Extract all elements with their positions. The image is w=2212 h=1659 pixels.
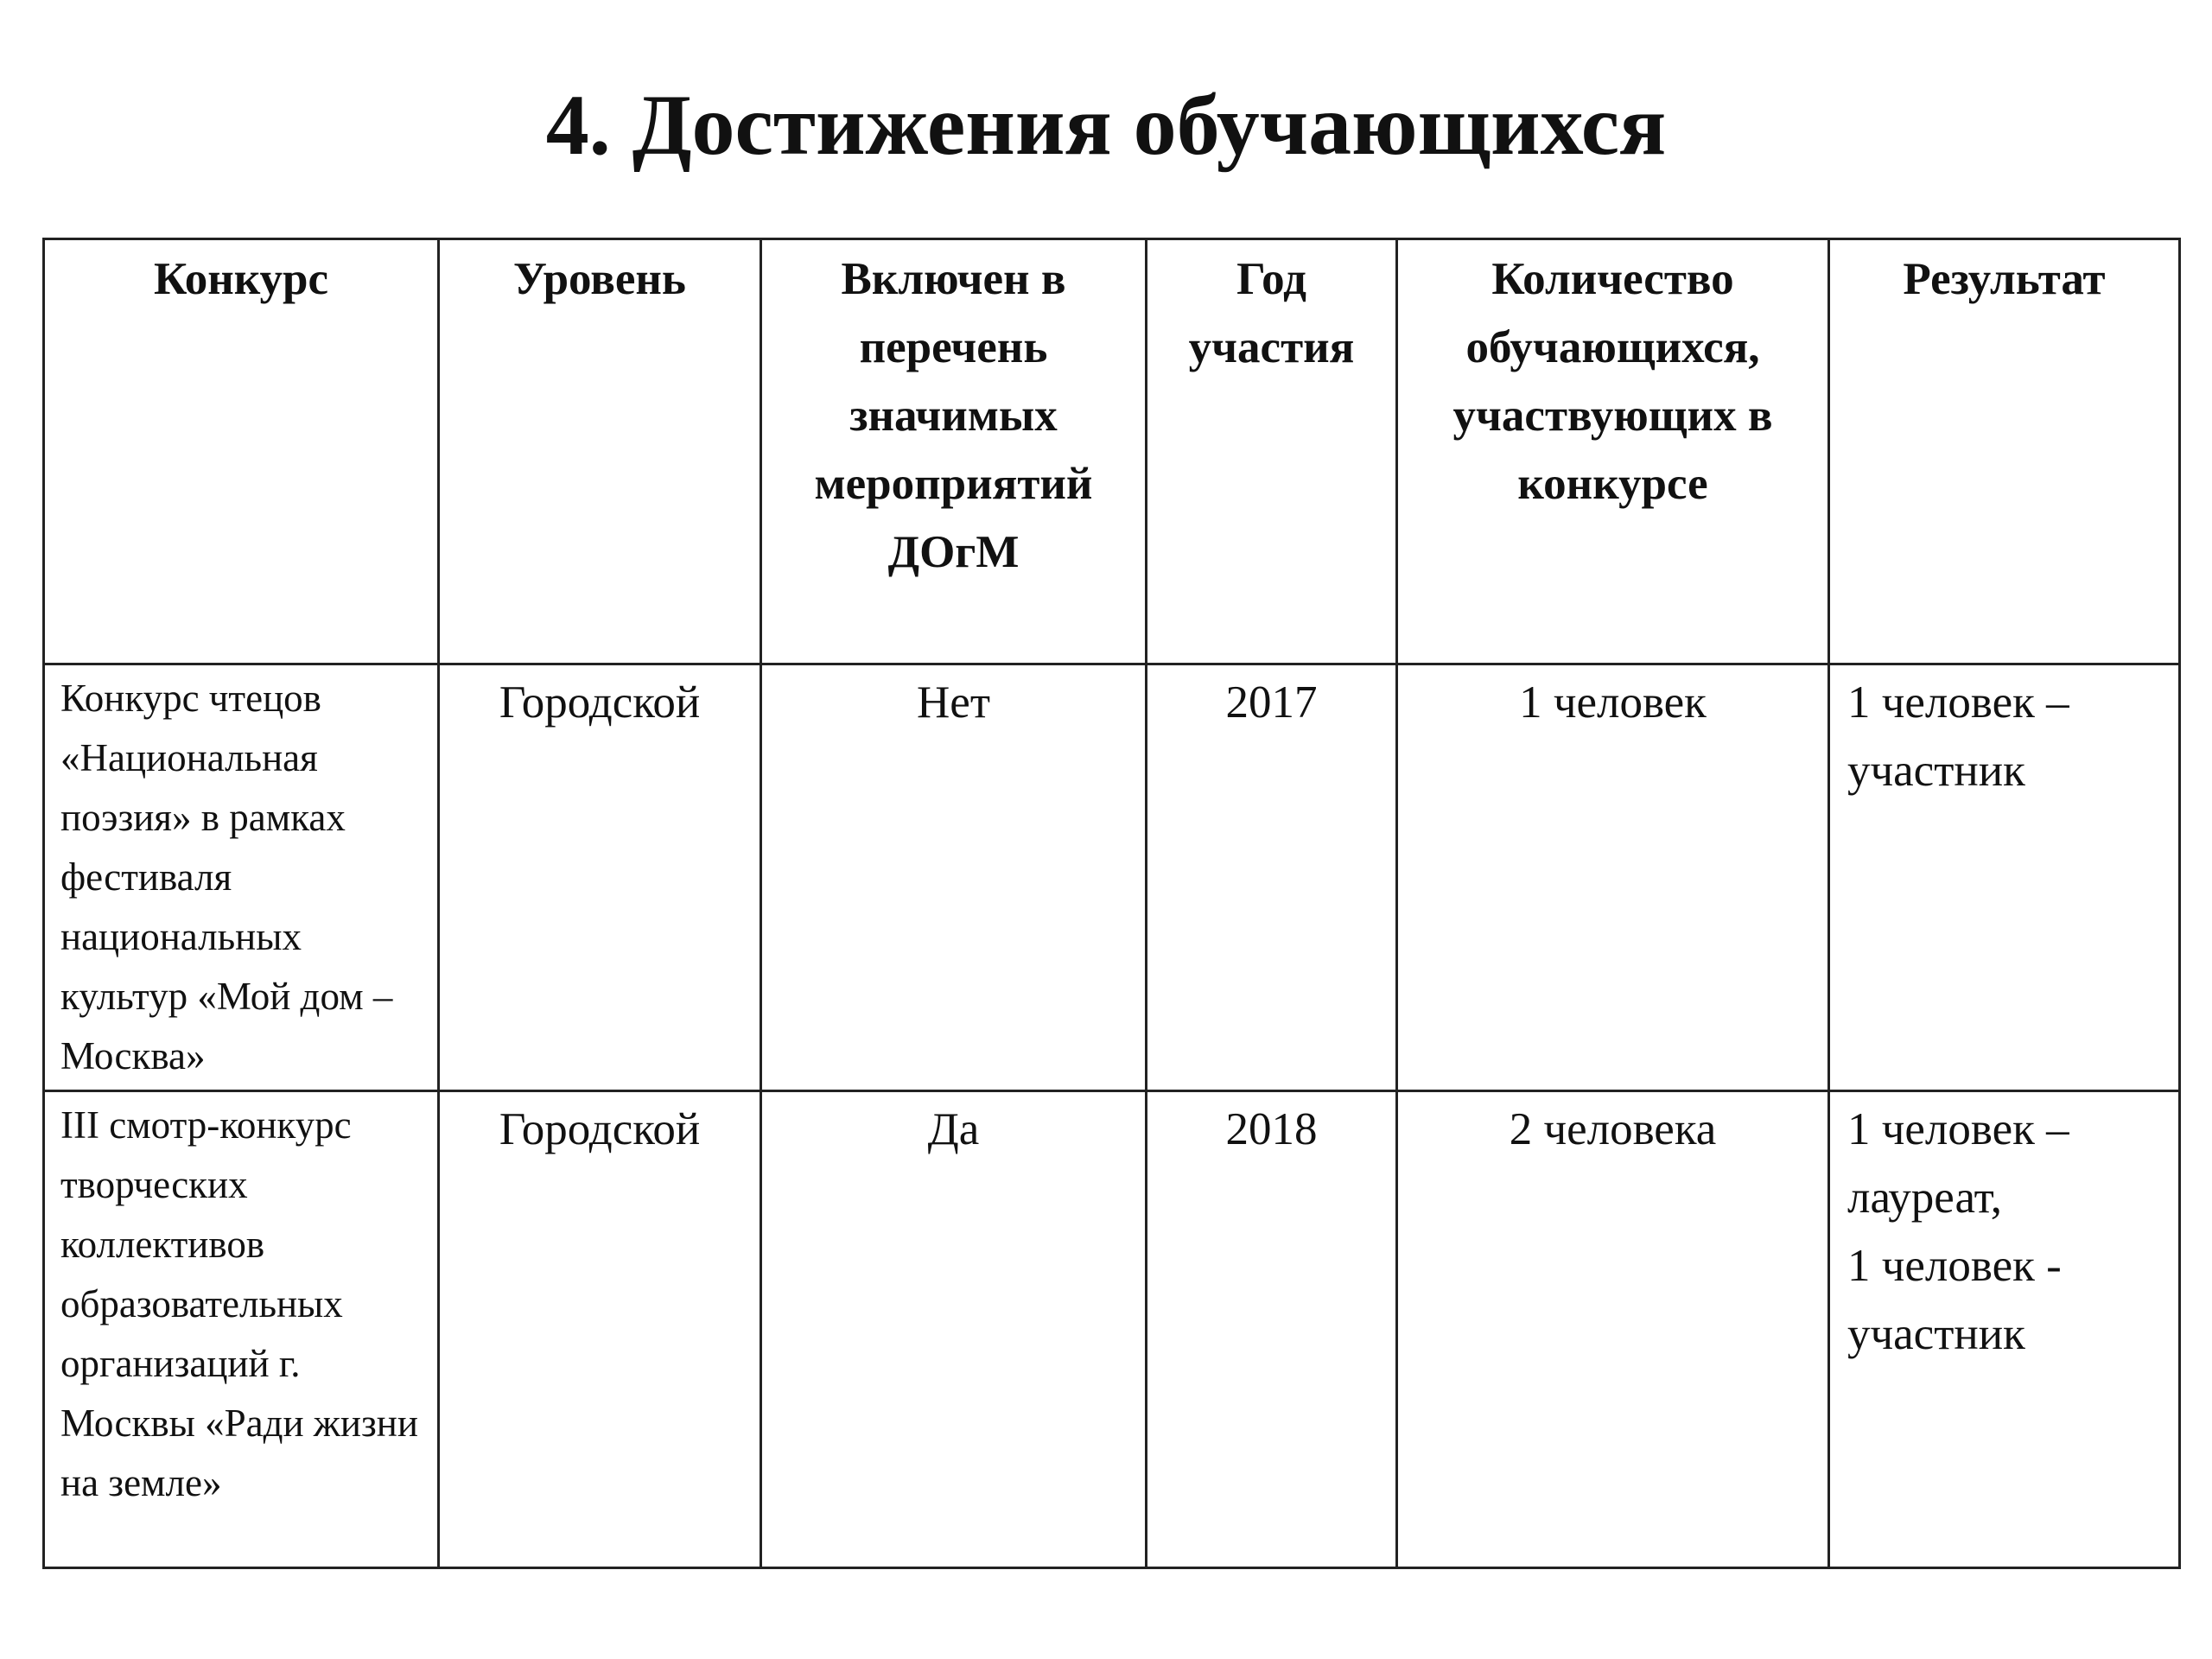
header-included: Включен в перечень значимых мероприятий ДОгМ [761,239,1147,664]
table-row [44,664,2180,1091]
result-line: 1 человек - участник [1847,1241,2062,1359]
cell-year: 2018 [1147,1091,1397,1568]
achievements-table-container [42,238,2178,1569]
page-title: 4. Достижения обучающихся [545,77,1667,173]
result-line: 1 человек – лауреат, [1847,1104,2069,1223]
cell-included: Да [761,1091,1147,1568]
cell-result [1829,1091,2180,1568]
header-level: Уровень [439,239,761,664]
cell-result [1829,664,2180,1091]
cell-year: 2017 [1147,664,1397,1091]
cell-contest: III смотр-конкурс творческих коллективов образовательных организаций г. Москвы «Ради жизни на земле» [44,1091,439,1568]
header-contest: Конкурс [44,239,439,664]
cell-included: Нет [761,664,1147,1091]
cell-count: 2 человека [1397,1091,1829,1568]
cell-contest: Конкурс чтецов «Национальная поэзия» в рамках фестиваля национальных культур «Мой дом – Москва» [44,664,439,1091]
cell-level: Городской [439,1091,761,1568]
table-header-row [44,239,2180,664]
header-result: Результат [1829,239,2180,664]
result-line: 1 человек – участник [1847,677,2069,796]
cell-count: 1 человек [1397,664,1829,1091]
cell-level: Городской [439,664,761,1091]
table-row [44,1091,2180,1568]
header-count: Количество обучающихся, участвующих в конкурсе [1397,239,1829,664]
achievements-table [42,238,2181,1569]
header-year: Год участия [1147,239,1397,664]
